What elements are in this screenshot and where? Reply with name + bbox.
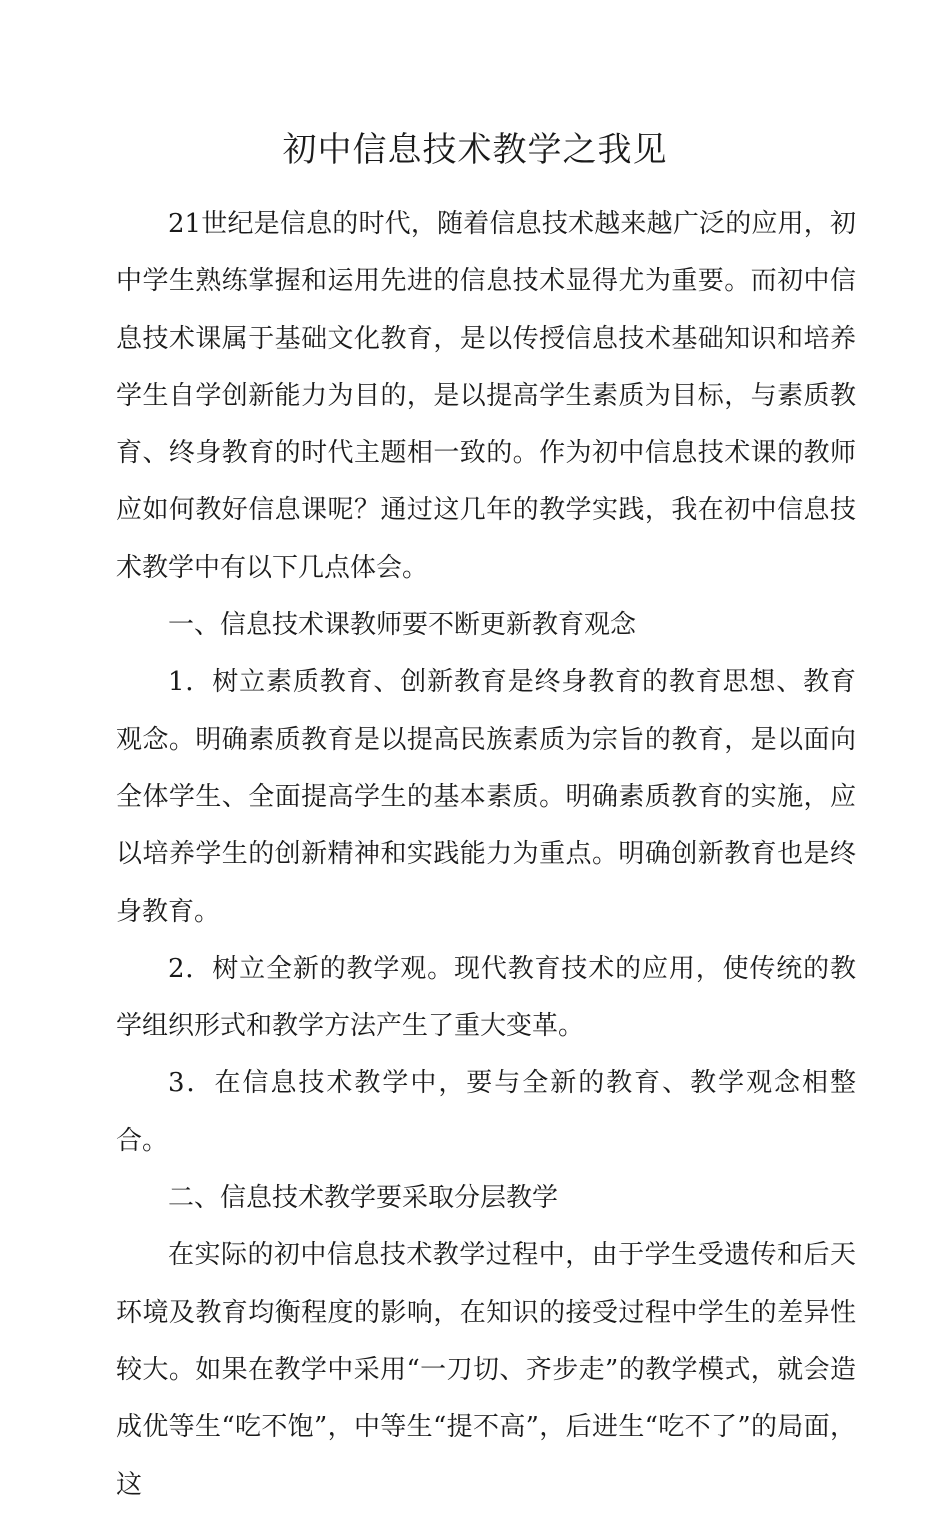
document-body <box>116 196 856 1514</box>
document-title: 初中信息技术教学之我见 <box>282 130 668 170</box>
paragraph-point-3: 3．在信息技术教学中，要与全新的教育、教学观念相整合。 <box>116 1068 856 1156</box>
section-heading-2: 二、信息技术教学要采取分层教学 <box>168 1183 559 1214</box>
paragraph-intro: 21世纪是信息的时代，随着信息技术越来越广泛的应用，初中学生熟练掌握和运用先进的信息技术显得尤为重要。而初中信息技术课属于基础文化教育，是以传授信息技术基础知识和培养学生自学创新能力为目的，是以提高学生素质为目标，与素质教育、终身教育的时代主题相一致的。作为初中信息技术课的教师应如何教好信息课呢？通过这几年的教学实践，我在初中信息技术教学中有以下几点体会。 <box>116 209 856 583</box>
section-heading-1: 一、信息技术课教师要不断更新教育观念 <box>168 610 637 641</box>
paragraph-point-1: 1．树立素质教育、创新教育是终身教育的教育思想、教育观念。明确素质教育是以提高民族素质为宗旨的教育，是以面向全体学生、全面提高学生的基本素质。明确素质教育的实施，应以培养学生的创新精神和实践能力为重点。明确创新教育也是终身教育。 <box>116 667 856 927</box>
paragraph-point-2: 2．树立全新的教学观。现代教育技术的应用，使传统的教学组织形式和教学方法产生了重大变革。 <box>116 953 856 1042</box>
paragraph-layered-teaching: 在实际的初中信息技术教学过程中，由于学生受遗传和后天环境及教育均衡程度的影响，在知识的接受过程中学生的差异性较大。如果在教学中采用“一刀切、齐步走”的教学模式，就会造成优等生“吃不饱”，中等生“提不高”，后进生“吃不了”的局面，这 <box>116 1240 856 1500</box>
